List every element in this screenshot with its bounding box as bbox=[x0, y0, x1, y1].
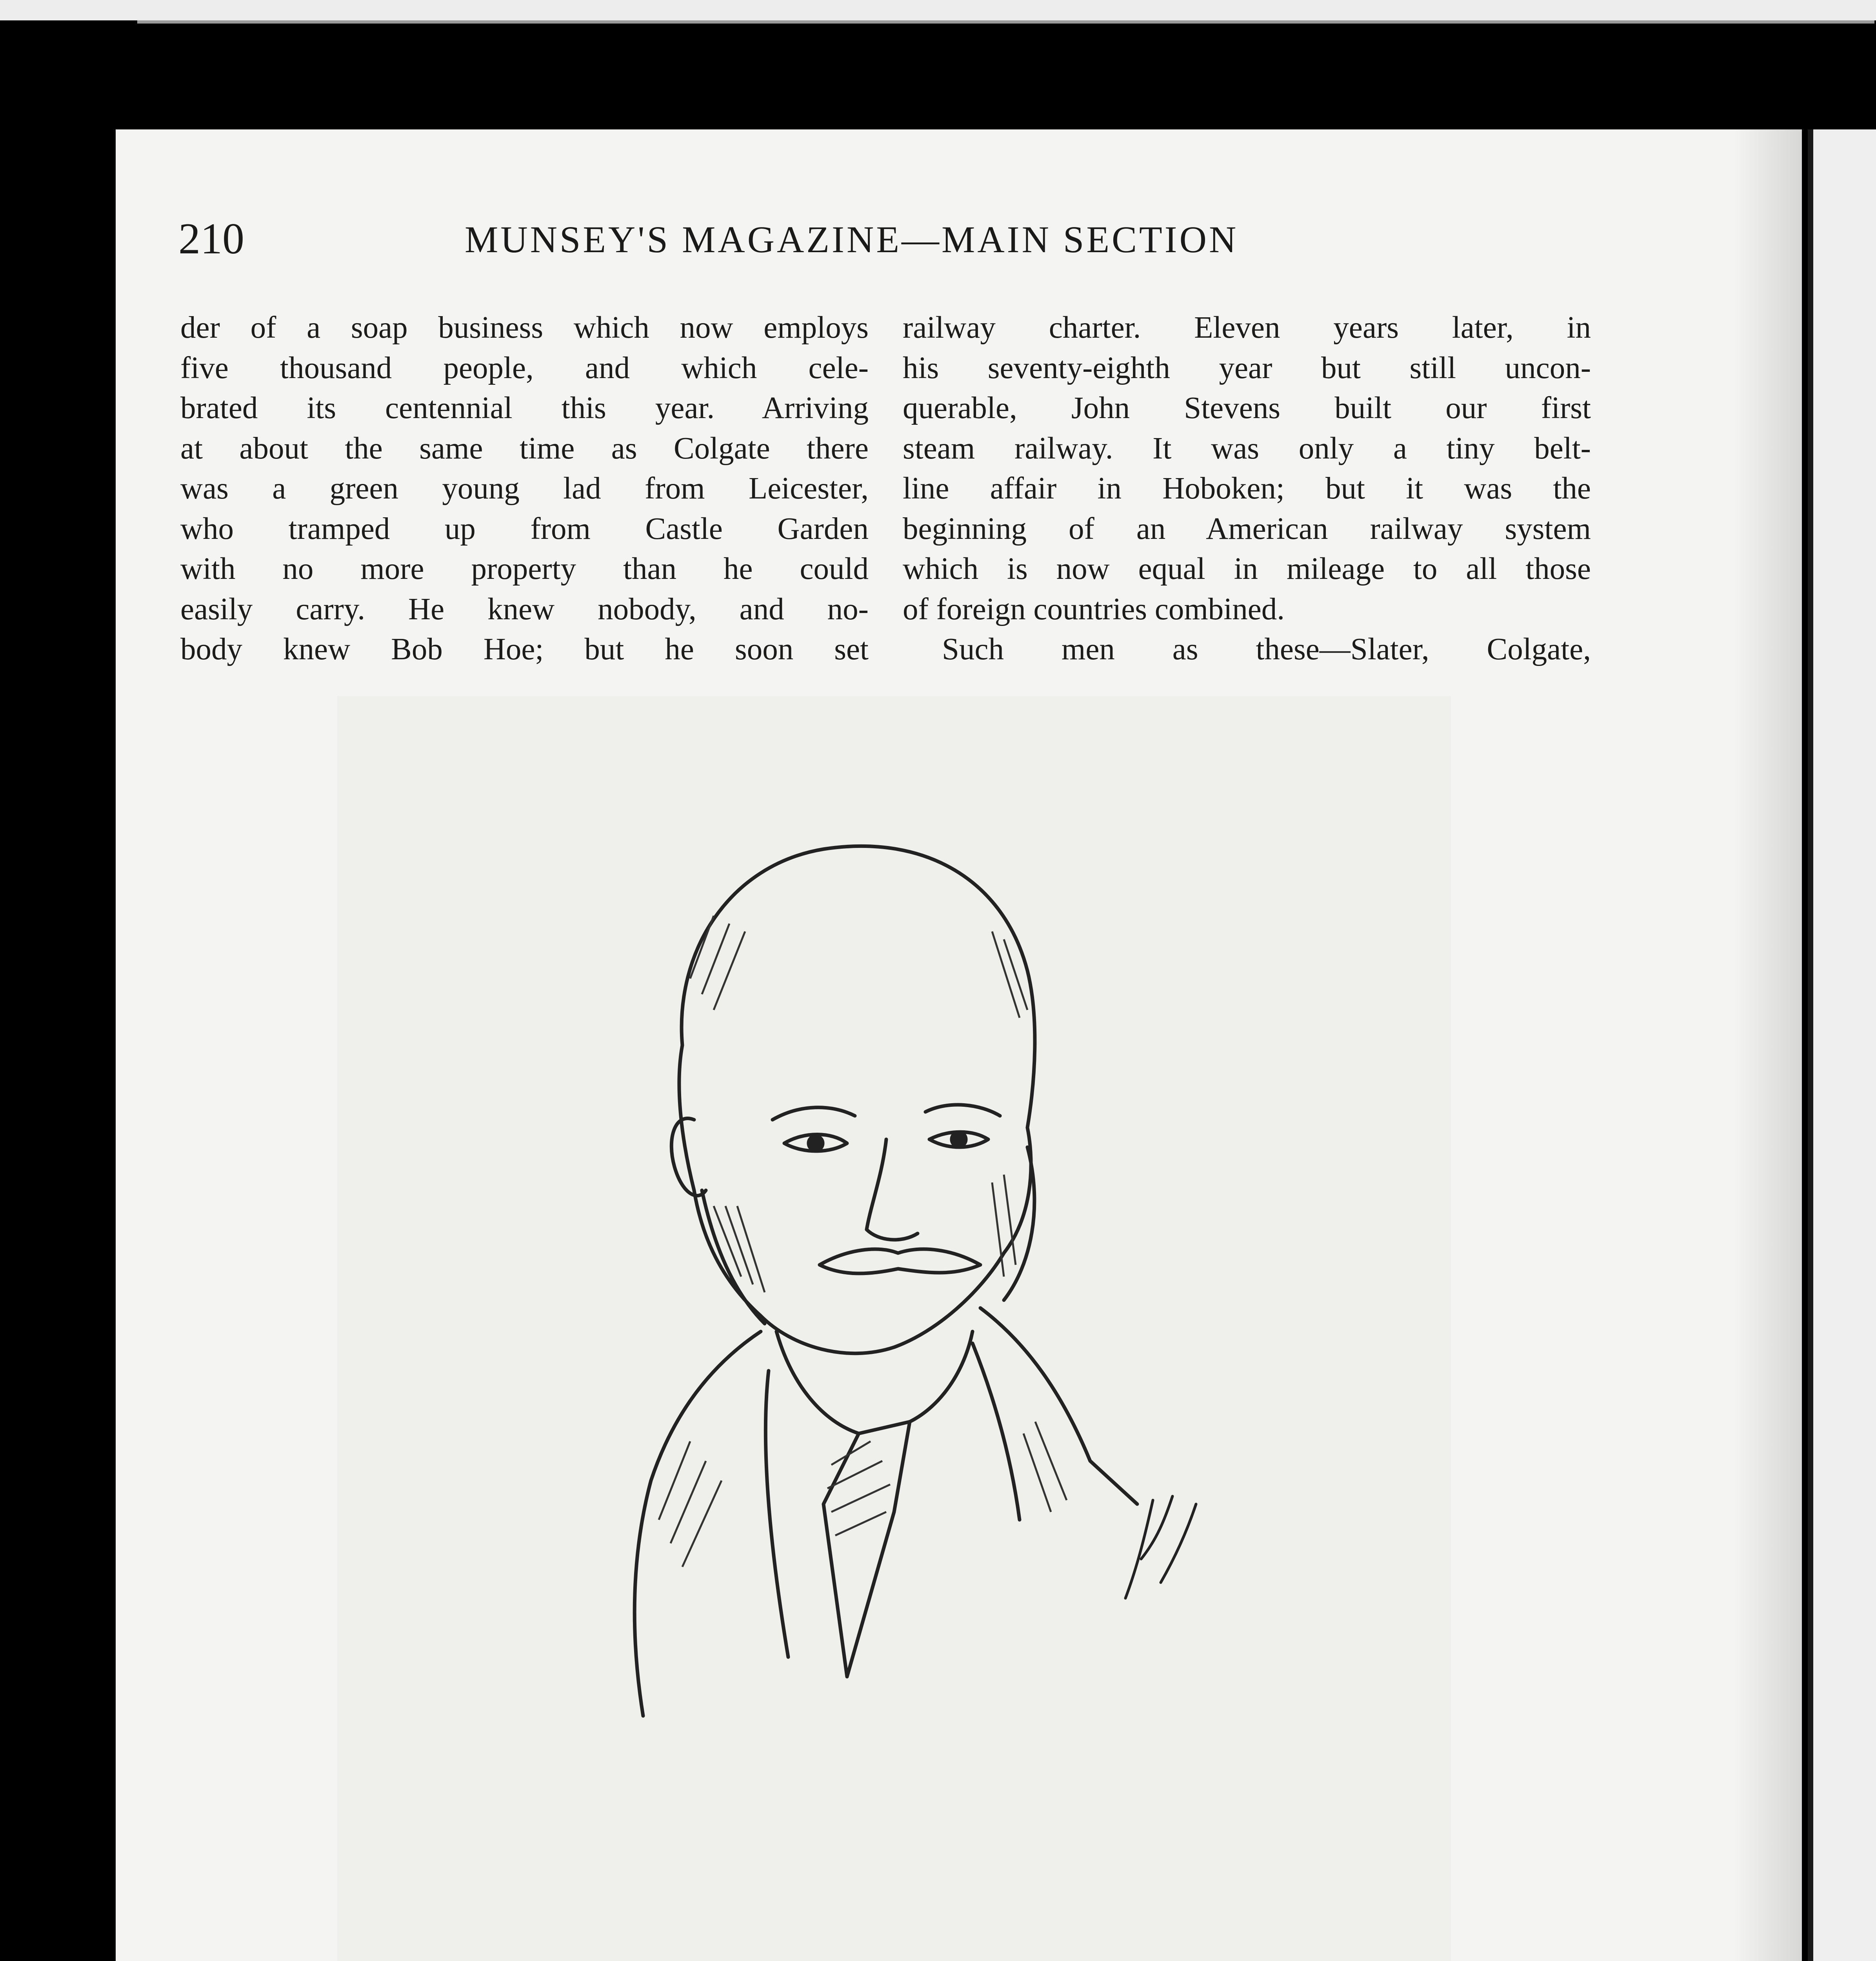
page-shadow bbox=[1733, 129, 1802, 1961]
text-line: with no more property than he could bbox=[180, 552, 869, 586]
adjacent-page-edge bbox=[1808, 129, 1876, 1961]
text-line: railway charter. Eleven years later, in bbox=[903, 311, 1591, 345]
coat-left bbox=[634, 1332, 761, 1716]
lapel-right bbox=[973, 1343, 1020, 1520]
portrait-illustration bbox=[337, 696, 1451, 1961]
tie bbox=[823, 1422, 910, 1677]
scan-top-edge bbox=[137, 20, 1874, 24]
text-line: who tramped up from Castle Garden bbox=[180, 511, 869, 546]
portrait-drawing bbox=[337, 696, 1451, 1961]
text-line: brated its centennial this year. Arriving bbox=[180, 391, 869, 425]
text-line: at about the same time as Colgate there bbox=[180, 431, 869, 466]
right-eyebrow bbox=[925, 1105, 1000, 1116]
lapel-left bbox=[765, 1371, 788, 1657]
shading-hatch bbox=[659, 916, 1067, 1567]
text-line: line affair in Hoboken; but it was the bbox=[903, 471, 1591, 506]
text-line: body knew Bob Hoe; but he soon set bbox=[180, 632, 869, 666]
text-line: steam railway. It was only a tiny belt- bbox=[903, 431, 1591, 466]
text-line: five thousand people, and which cele- bbox=[180, 351, 869, 385]
left-eyebrow bbox=[773, 1108, 855, 1120]
text-column-top-right bbox=[903, 308, 1591, 670]
text-line: querable, John Stevens built our first bbox=[903, 391, 1591, 425]
text-line: Such men as these—Slater, Colgate, bbox=[942, 632, 1591, 666]
mustache bbox=[820, 1249, 980, 1273]
text-column-top-left bbox=[180, 308, 869, 670]
text-line: der of a soap business which now employs bbox=[180, 311, 869, 345]
scan-top-strip bbox=[0, 0, 1876, 20]
collar bbox=[776, 1332, 973, 1433]
text-line: easily carry. He knew nobody, and no- bbox=[180, 592, 869, 626]
page-gutter bbox=[1808, 129, 1813, 1961]
running-head: MUNSEY'S MAGAZINE—MAIN SECTION bbox=[465, 218, 1239, 260]
nose bbox=[867, 1139, 918, 1240]
text-line: beginning of an American railway system bbox=[903, 511, 1591, 546]
ear bbox=[671, 1119, 706, 1196]
artist-signature bbox=[1125, 1496, 1196, 1598]
text-line: of foreign countries combined. bbox=[903, 592, 1285, 626]
coat-right bbox=[980, 1308, 1137, 1504]
text-line: which is now equal in mileage to all those bbox=[903, 552, 1591, 586]
text-line: was a green young lad from Leicester, bbox=[180, 471, 869, 506]
page-number: 210 bbox=[178, 215, 244, 263]
text-line: his seventy-eighth year but still uncon- bbox=[903, 351, 1591, 385]
